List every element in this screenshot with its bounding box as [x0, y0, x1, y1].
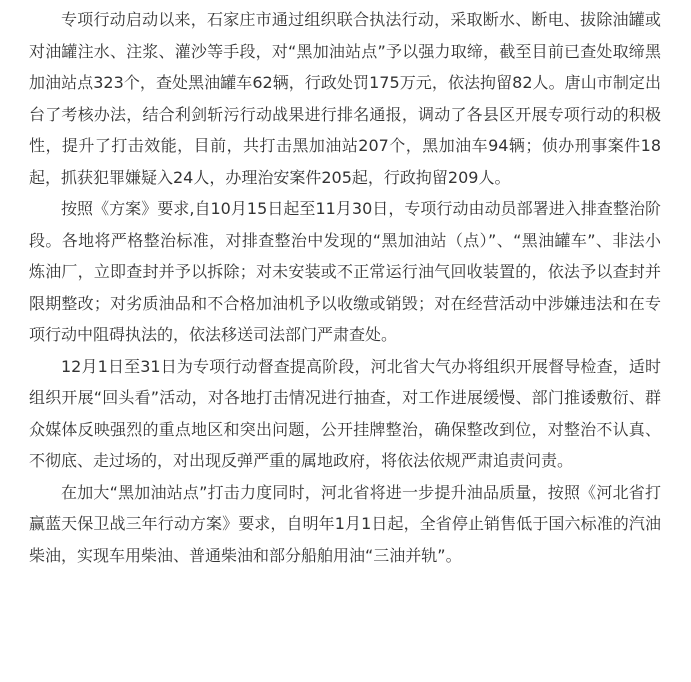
paragraph-inspection-stage: 12月1日至31日为专项行动督查提高阶段，河北省大气办将组织开展督导检查，适时组织开展“回头看”活动，对各地打击情况进行抽查，对工作进展缓慢、部门推诿敷衍、群众媒体反映强烈的重点地区和突出问题，公开挂牌整治，确保整改到位，对整治不认真、不彻底、走过场的，对出现反弹严重的属地政府，将依法依规严肃追责问责。 — [29, 356, 661, 470]
paragraph-fuel-quality: 在加大“黑加油站点”打击力度同时，河北省将进一步提升油品质量，按照《河北省打赢蓝天保卫战三年行动方案》要求，自明年1月1日起，全省停止销售低于国六标准的汽油柴油，实现车用柴油、普通柴油和部分船舶用油“三油并轨”。 — [29, 482, 661, 565]
paragraph-rectification-stage: 按照《方案》要求,自10月15日起至11月30日，专项行动由动员部署进入排查整治阶段。各地将严格整治标准，对排查整治中发现的“黑加油站（点）”、“黑油罐车”、非法小炼油厂，立即查封并予以拆除；对未安装或不正常运行油气回收装置的，依法予以查封并限期整改；对劣质油品和不合格加油机予以收缴或销毁；对在经营活动中涉嫌违法和在专项行动中阻碍执法的，依法移送司法部门严肃查处。 — [29, 199, 661, 344]
paragraph-crackdown-results: 专项行动启动以来，石家庄市通过组织联合执法行动，采取断水、断电、拔除油罐或对油罐注水、注浆、灌沙等手段，对“黑加油站点”予以强力取缔，截至目前已查处取缔黑加油站点323个，查处黑油罐车62辆，行政处罚175万元，依法拘留82人。唐山市制定出台了考核办法，结合利剑斩污行动战果进行排名通报，调动了各县区开展专项行动的积极性，提升了打击效能，目前，共打击黑加油站207个，黑加油车94辆；侦办刑事案件18起，抓获犯罪嫌疑入24人，办理治安案件205起，行政拘留209人。 — [29, 10, 661, 187]
